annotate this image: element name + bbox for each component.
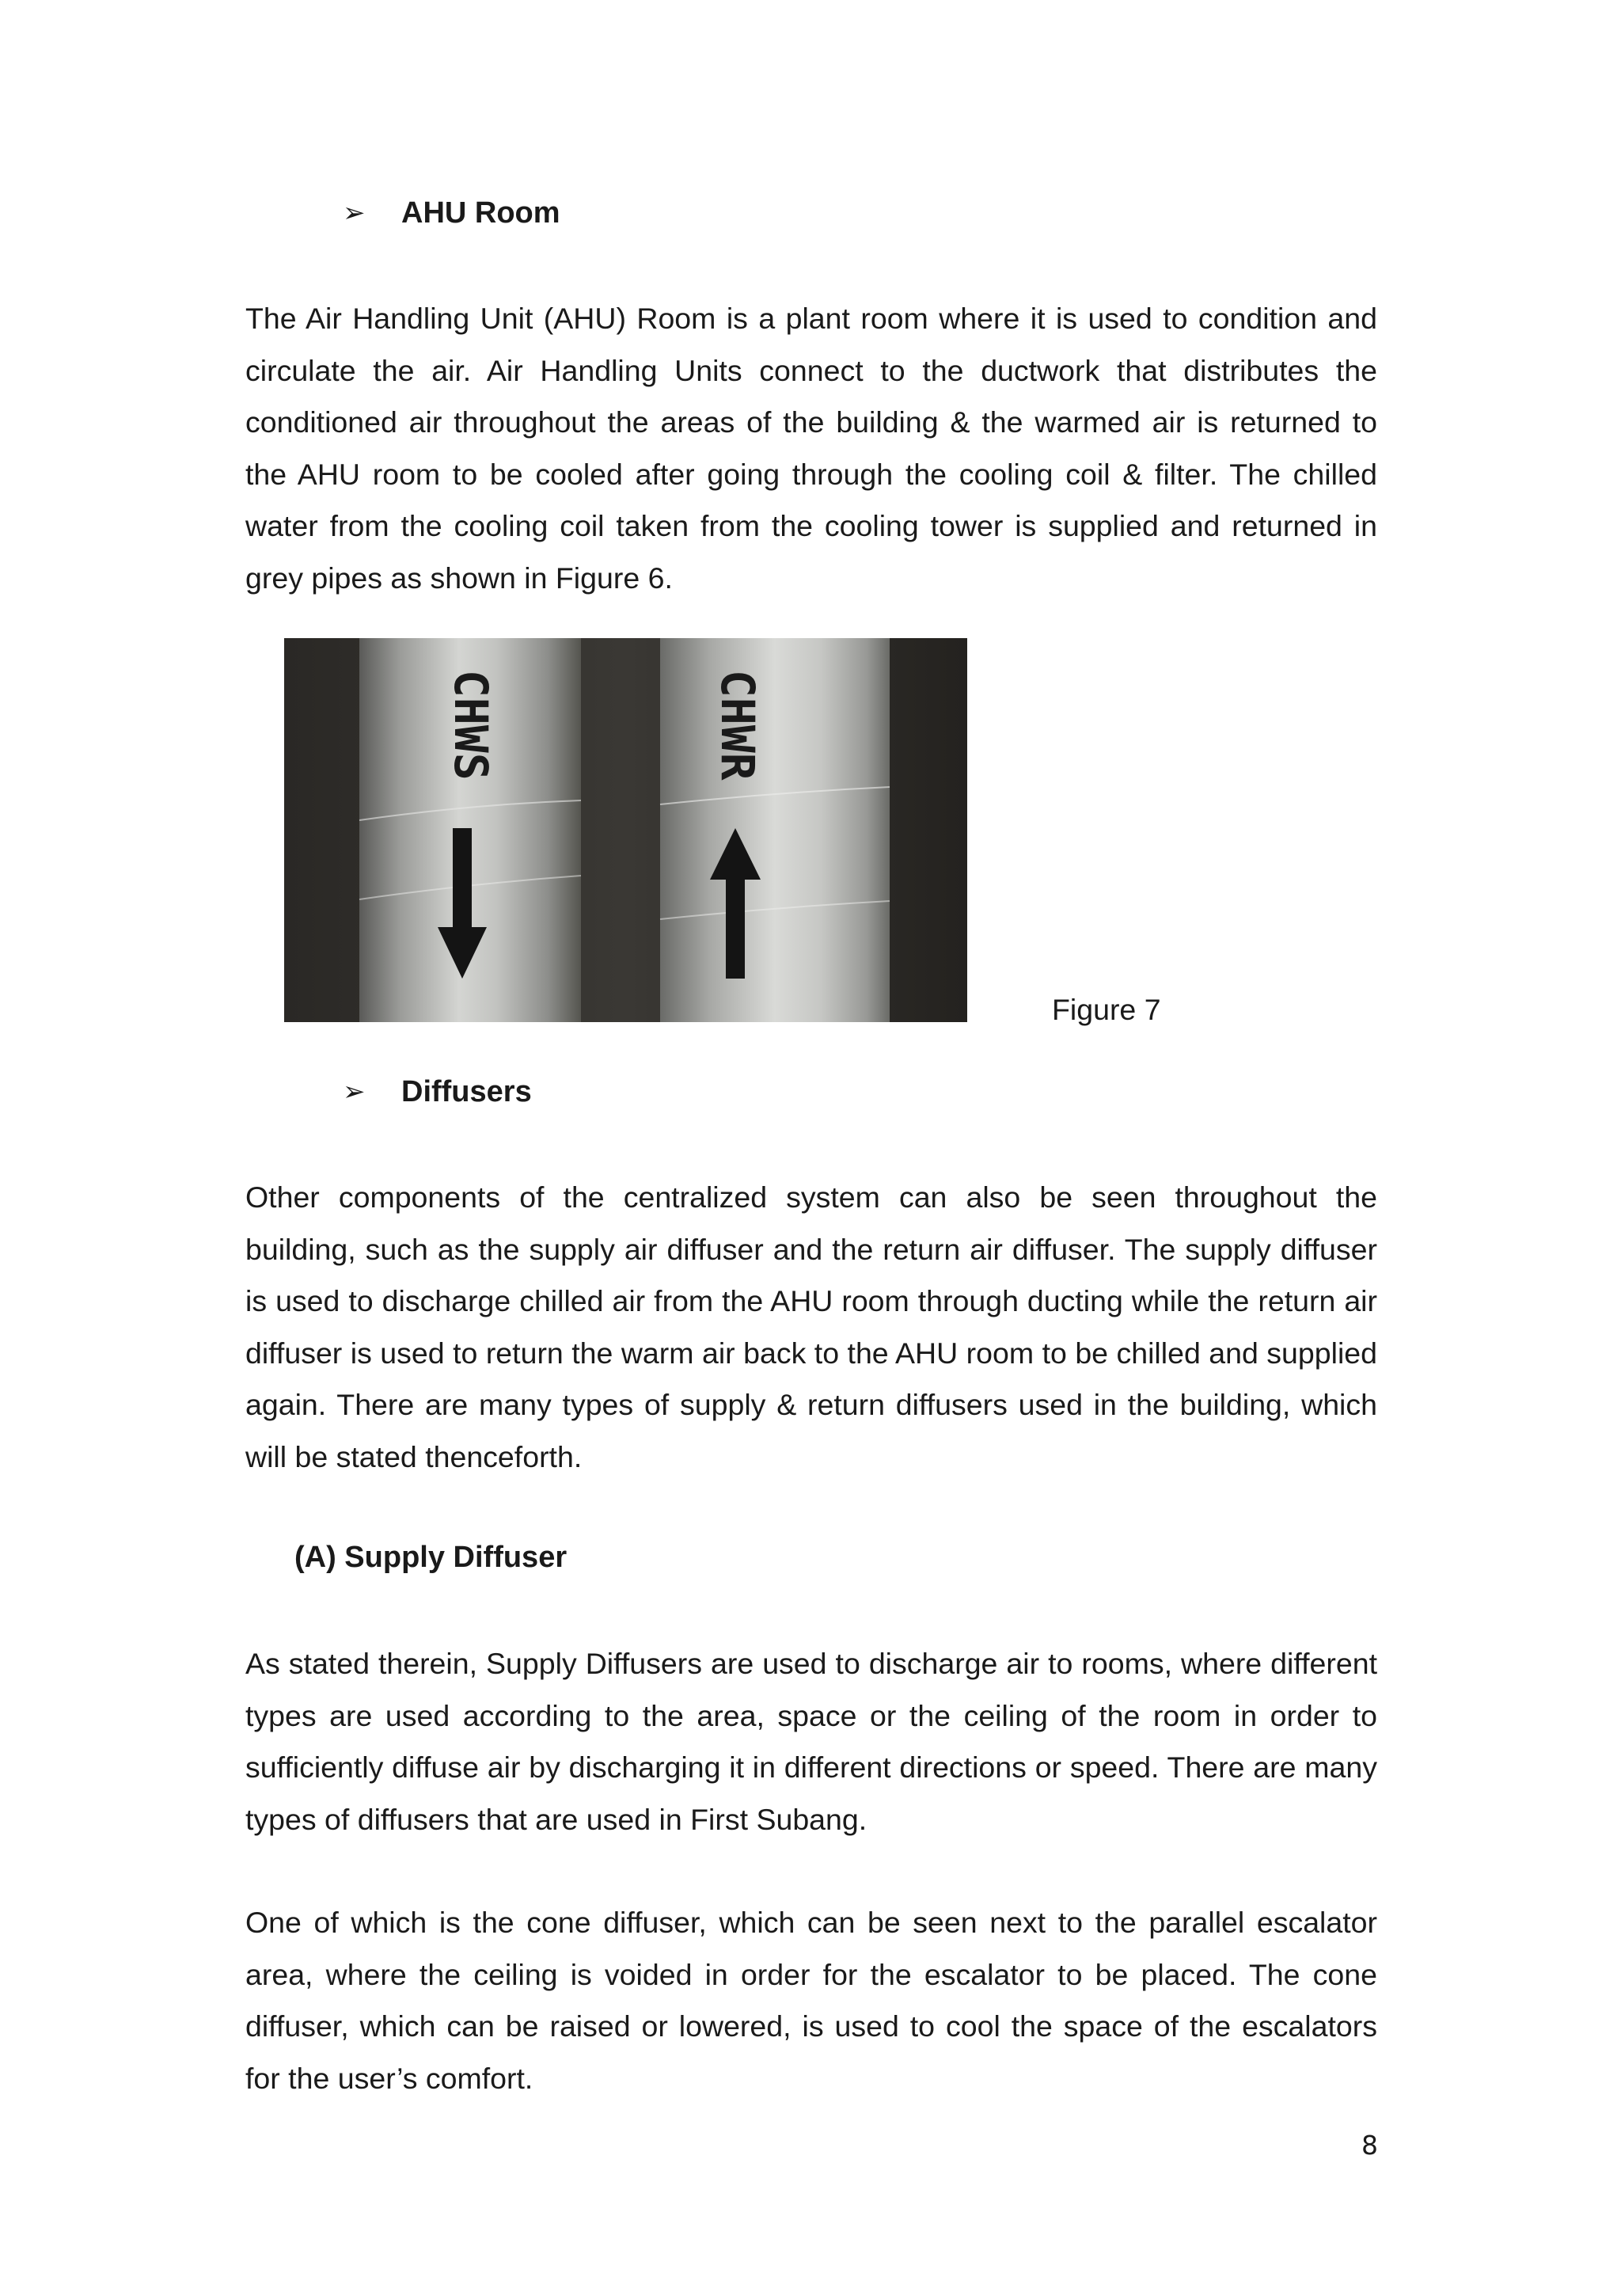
pipe-label-chws: CHWS: [444, 670, 498, 781]
pipe-label-chwr: CHWR: [711, 670, 765, 781]
figure-caption: Figure 7: [1052, 993, 1161, 1026]
arrow-bullet-icon: ➢: [343, 198, 366, 228]
section-heading-ahu-room: [343, 198, 560, 228]
supply-diffuser-paragraph-1: As stated therein, Supply Diffusers are used to discharge air to rooms, where different types are used according to the area, space or the ceiling of the room in order to sufficiently diffuse air by discharging it in different directions or speed. There are many types of diffusers that are used in First Subang.: [245, 1647, 1377, 1836]
section-heading-text: Diffusers: [401, 1075, 532, 1108]
ahu-room-paragraph: The Air Handling Unit (AHU) Room is a plant room where it is used to condition and circulate the air. Air Handling Units connect to the ductwork that distributes the conditioned air throughout the areas of the building & the warmed air is returned to the AHU room to be cooled after going through the cooling coil & filter. The chilled water from the cooling coil taken from the cooling tower is supplied and returned in grey pipes as shown in Figure 6.: [245, 302, 1377, 595]
subsection-heading-supply-diffuser: (A) Supply Diffuser: [294, 1541, 568, 1574]
supply-diffuser-paragraph-2: One of which is the cone diffuser, which can be seen next to the parallel escalator area, where the ceiling is voided in order for the escalator to be placed. The cone diffuser, which can be raised or lowered, is used to cool the space of the escalators for the user’s comfort.: [245, 1906, 1377, 2095]
pipes-photo: [284, 638, 967, 1022]
page-number: 8: [1361, 2130, 1378, 2161]
diffusers-paragraph: Other components of the centralized system can also be seen throughout the building, such as the supply air diffuser and the return air diffuser. The supply diffuser is used to discharge chilled air from the AHU room through ducting while the return air diffuser is used to return the warm air back to the AHU room to be chilled and supplied again. There are many types of supply & return diffusers used in the building, which will be stated thenceforth.: [245, 1180, 1377, 1473]
section-heading-diffusers: [343, 1077, 532, 1107]
arrow-bullet-icon: ➢: [343, 1077, 366, 1107]
section-heading-text: AHU Room: [401, 196, 560, 230]
